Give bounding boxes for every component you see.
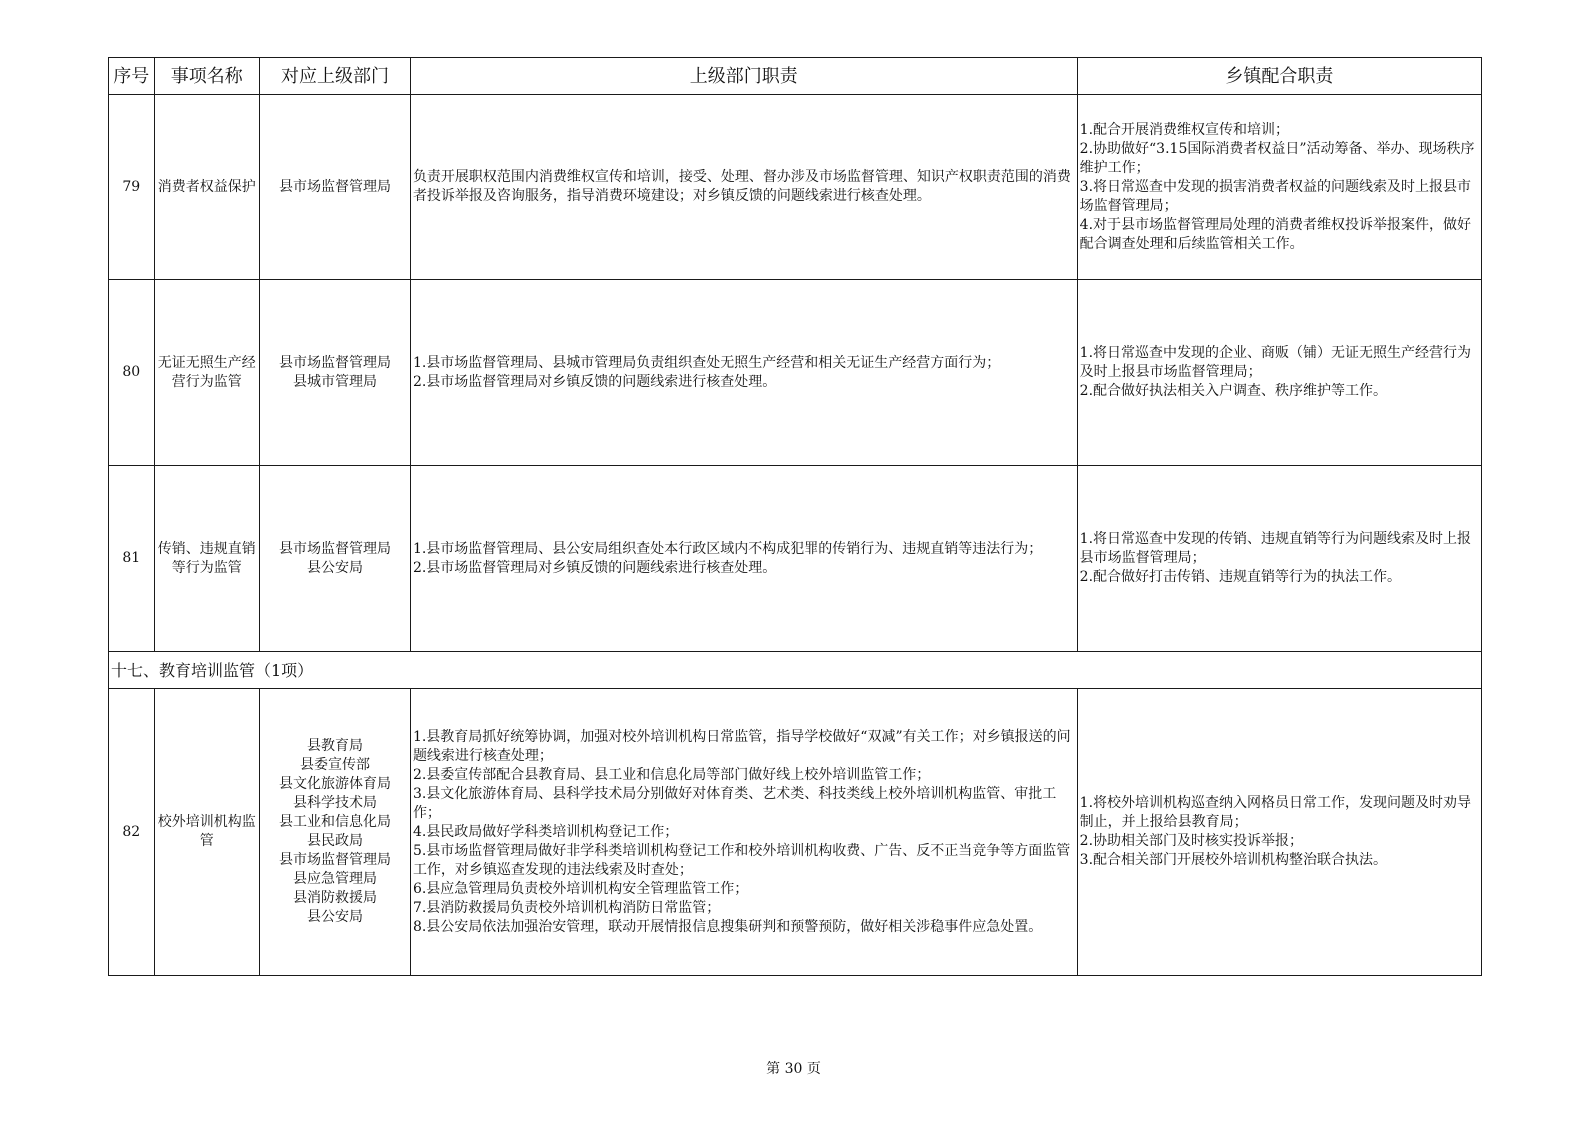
header-duty: 上级部门职责 xyxy=(410,58,1077,95)
duty-line: 2.县市场监督管理局对乡镇反馈的问题线索进行核查处理。 xyxy=(412,559,777,576)
duty-line: 1.县教育局抓好统筹协调，加强对校外培训机构日常监管，指导学校做好“双减”有关工作；对乡镇报送的问题线索进行核查处理； xyxy=(412,728,1071,764)
coop-line: 1.配合开展消费维权宣传和培训； xyxy=(1079,121,1290,138)
dept-cell xyxy=(259,280,410,466)
duty-cell xyxy=(410,280,1077,466)
duty-cell xyxy=(410,466,1077,652)
duty-line: 2.县委宣传部配合县教育局、县工业和信息化局等部门做好线上校外培训监管工作； xyxy=(412,766,931,783)
coop-line: 2.协助做好“3.15国际消费者权益日”活动筹备、举办、现场秩序维护工作； xyxy=(1079,140,1475,176)
coop-cell xyxy=(1077,280,1481,466)
dept-line: 县公安局 xyxy=(306,909,363,925)
duty-line: 6.县应急管理局负责校外培训机构安全管理监管工作； xyxy=(412,880,749,897)
dept-line: 县市场监督管理局 xyxy=(278,354,391,371)
dept-cell xyxy=(259,689,410,976)
coop-line: 3.配合相关部门开展校外培训机构整治联合执法。 xyxy=(1079,852,1388,868)
dept-line: 县委宣传部 xyxy=(299,757,370,773)
section-row xyxy=(109,652,1482,689)
duty-line: 1.县市场监督管理局、县公安局组织查处本行政区域内不构成犯罪的传销行为、违规直销等违法行为； xyxy=(412,540,1043,557)
item-name: 传销、违规直销等行为监管 xyxy=(154,466,259,652)
dept-line: 县市场监督管理局 xyxy=(278,852,391,868)
coop-line: 1.将日常巡查中发现的企业、商贩（铺）无证无照生产经营行为及时上报县市场监督管理局； xyxy=(1079,345,1472,380)
coop-cell xyxy=(1077,466,1481,652)
table-row xyxy=(109,466,1482,652)
duty-line: 负责开展职权范围内消费维权宣传和培训，接受、处理、督办涉及市场监督管理、知识产权职责范围的消费者投诉举报及咨询服务，指导消费环境建设；对乡镇反馈的问题线索进行核查处理。 xyxy=(412,169,1071,204)
coop-line: 3.将日常巡查中发现的损害消费者权益的问题线索及时上报县市场监督管理局； xyxy=(1079,178,1472,214)
row-number: 81 xyxy=(109,466,155,652)
coop-line: 4.对于县市场监督管理局处理的消费者维权投诉举报案件，做好配合调查处理和后续监管相关工作。 xyxy=(1079,216,1472,252)
header-dept: 对应上级部门 xyxy=(259,58,410,95)
header-name: 事项名称 xyxy=(154,58,259,95)
dept-line: 县消防救援局 xyxy=(292,890,377,906)
duty-line: 8.县公安局依法加强治安管理，联动开展情报信息搜集研判和预警预防，做好相关涉稳事件应急处置。 xyxy=(412,918,1043,935)
header-row xyxy=(109,58,1482,95)
item-name: 无证无照生产经营行为监管 xyxy=(154,280,259,466)
dept-line: 县公安局 xyxy=(306,559,363,576)
duty-line: 3.县文化旅游体育局、县科学技术局分别做好对体育类、艺术类、科技类线上校外培训机构监管、审批工作； xyxy=(412,785,1057,821)
page-number: 第 30 页 xyxy=(766,1061,821,1077)
duty-line: 7.县消防救援局负责校外培训机构消防日常监管； xyxy=(412,899,721,916)
duty-cell xyxy=(410,95,1077,280)
coop-line: 2.配合做好打击传销、违规直销等行为的执法工作。 xyxy=(1079,569,1402,585)
table-row xyxy=(109,95,1482,280)
dept-cell xyxy=(259,95,410,280)
duty-cell xyxy=(410,689,1077,976)
duty-line: 2.县市场监督管理局对乡镇反馈的问题线索进行核查处理。 xyxy=(412,373,777,390)
dept-line: 县工业和信息化局 xyxy=(278,814,391,830)
dept-cell xyxy=(259,466,410,652)
duty-line: 1.县市场监督管理局、县城市管理局负责组织查处无照生产经营和相关无证生产经营方面行为； xyxy=(412,354,1001,371)
row-number: 79 xyxy=(109,95,155,280)
duty-line: 5.县市场监督管理局做好非学科类培训机构登记工作和校外培训机构收费、广告、反不正当竞争等方面监管工作，对乡镇巡查发现的违法线索及时查处； xyxy=(412,842,1071,878)
dept-line: 县城市管理局 xyxy=(292,373,377,390)
coop-line: 2.协助相关部门及时核实投诉举报； xyxy=(1079,833,1304,849)
header-coop: 乡镇配合职责 xyxy=(1077,58,1481,95)
dept-line: 县民政局 xyxy=(306,833,363,849)
dept-line: 县教育局 xyxy=(306,738,363,754)
row-number: 80 xyxy=(109,280,155,466)
coop-line: 1.将校外培训机构巡查纳入网格员日常工作，发现问题及时劝导制止，并上报给县教育局； xyxy=(1079,795,1472,830)
table-row xyxy=(109,280,1482,466)
header-num: 序号 xyxy=(109,58,155,95)
duty-line: 4.县民政局做好学科类培训机构登记工作； xyxy=(412,823,679,840)
coop-cell xyxy=(1077,689,1481,976)
dept-line: 县文化旅游体育局 xyxy=(278,776,391,792)
coop-line: 2.配合做好执法相关入户调查、秩序维护等工作。 xyxy=(1079,383,1388,399)
section-title: 十七、教育培训监管（1项） xyxy=(109,652,1482,689)
table-row xyxy=(109,689,1482,976)
duty-table xyxy=(108,57,1482,976)
item-name: 校外培训机构监管 xyxy=(154,689,259,976)
dept-line: 县市场监督管理局 xyxy=(278,178,391,195)
dept-line: 县市场监督管理局 xyxy=(278,540,391,557)
item-name: 消费者权益保护 xyxy=(154,95,259,280)
dept-line: 县应急管理局 xyxy=(292,871,377,887)
coop-line: 1.将日常巡查中发现的传销、违规直销等行为问题线索及时上报县市场监督管理局； xyxy=(1079,531,1472,566)
dept-line: 县科学技术局 xyxy=(292,795,377,811)
coop-cell xyxy=(1077,95,1481,280)
row-number: 82 xyxy=(109,689,155,976)
